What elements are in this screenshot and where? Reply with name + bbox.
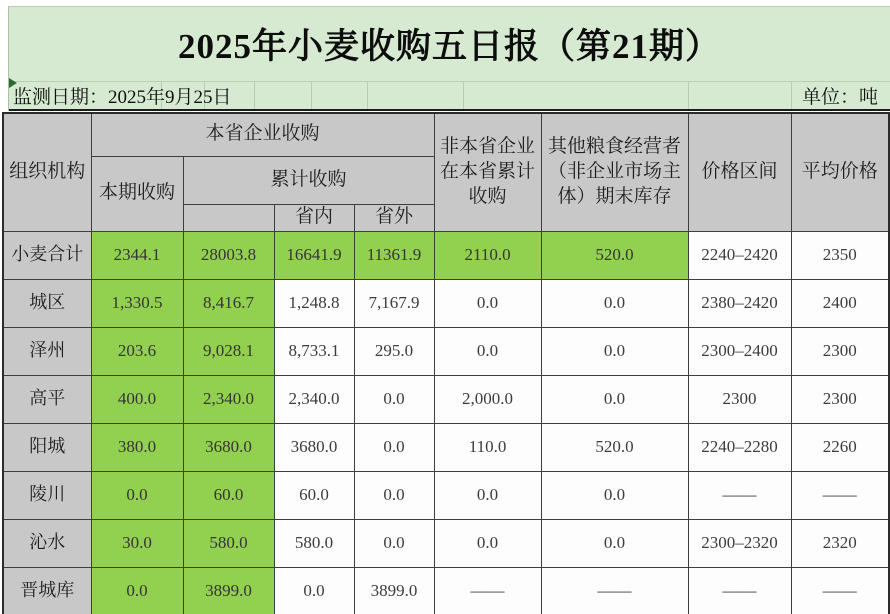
- cell-price-range: 2300–2400: [688, 327, 791, 375]
- cell-out-province: 0.0: [354, 375, 434, 423]
- cell-in-province: 60.0: [274, 471, 354, 519]
- gridline: [791, 82, 792, 109]
- header-avg-price: 平均价格: [791, 113, 889, 231]
- cell-avg-price: 2350: [791, 231, 889, 279]
- table-row: [3, 327, 889, 375]
- row-label: 晋城库: [3, 567, 91, 614]
- cell-avg-price: 2320: [791, 519, 889, 567]
- cell-non-province-purchase: 2110.0: [434, 231, 541, 279]
- row-label: 阳城: [3, 423, 91, 471]
- cell-cumulative-purchase: 3680.0: [183, 423, 274, 471]
- cell-other-operator-stock: 0.0: [541, 327, 688, 375]
- cumulative-void-cell: [183, 204, 274, 231]
- gridline: [311, 82, 312, 109]
- cell-other-operator-stock: 0.0: [541, 471, 688, 519]
- gridline: [367, 82, 368, 109]
- cell-price-range: 2240–2280: [688, 423, 791, 471]
- cell-price-range: 2240–2420: [688, 231, 791, 279]
- cell-current-purchase: 2344.1: [91, 231, 183, 279]
- header-province-group: 本省企业收购: [91, 113, 434, 156]
- cell-out-province: 0.0: [354, 471, 434, 519]
- cell-other-operator-stock: 0.0: [541, 279, 688, 327]
- gridline: [254, 82, 255, 109]
- cell-in-province: 0.0: [274, 567, 354, 614]
- cell-cumulative-purchase: 580.0: [183, 519, 274, 567]
- header-cumulative: 累计收购: [183, 156, 434, 204]
- cell-price-range: ——: [688, 471, 791, 519]
- cell-in-province: 580.0: [274, 519, 354, 567]
- cell-in-province: 16641.9: [274, 231, 354, 279]
- header-non-province: 非本省企业在本省累计收购: [434, 113, 541, 231]
- cell-other-operator-stock: 520.0: [541, 423, 688, 471]
- header-row-1: [3, 113, 889, 156]
- cell-non-province-purchase: 0.0: [434, 327, 541, 375]
- header-org: 组织机构: [3, 113, 91, 231]
- cell-cumulative-purchase: 60.0: [183, 471, 274, 519]
- cell-current-purchase: 380.0: [91, 423, 183, 471]
- cell-non-province-purchase: 0.0: [434, 519, 541, 567]
- cell-other-operator-stock: 0.0: [541, 519, 688, 567]
- cell-cumulative-purchase: 8,416.7: [183, 279, 274, 327]
- cell-other-operator-stock: ——: [541, 567, 688, 614]
- row-label: 沁水: [3, 519, 91, 567]
- report-header-area: [8, 6, 890, 111]
- table-row: [3, 231, 889, 279]
- table-row: [3, 567, 889, 614]
- cell-out-province: 0.0: [354, 423, 434, 471]
- table-row: [3, 279, 889, 327]
- cell-out-province: 295.0: [354, 327, 434, 375]
- unit-label: 单位：吨: [801, 87, 878, 108]
- cell-price-range: ——: [688, 567, 791, 614]
- cell-in-province: 3680.0: [274, 423, 354, 471]
- header-other-operators: 其他粮食经营者（非企业市场主体）期末库存: [541, 113, 688, 231]
- header-current: 本期收购: [91, 156, 183, 231]
- table-body: [3, 231, 889, 614]
- cell-non-province-purchase: 0.0: [434, 279, 541, 327]
- cell-non-province-purchase: 110.0: [434, 423, 541, 471]
- cell-avg-price: ——: [791, 471, 889, 519]
- cell-price-range: 2300: [688, 375, 791, 423]
- cell-out-province: 11361.9: [354, 231, 434, 279]
- row-label: 泽州: [3, 327, 91, 375]
- cell-out-province: 0.0: [354, 519, 434, 567]
- cell-avg-price: 2260: [791, 423, 889, 471]
- cell-current-purchase: 0.0: [91, 471, 183, 519]
- purchase-table: [2, 112, 890, 614]
- header-in-province: 省内: [274, 204, 354, 231]
- cell-non-province-purchase: 2,000.0: [434, 375, 541, 423]
- cell-current-purchase: 1,330.5: [91, 279, 183, 327]
- header-price-range: 价格区间: [688, 113, 791, 231]
- cell-avg-price: 2400: [791, 279, 889, 327]
- table-row: [3, 519, 889, 567]
- cell-price-range: 2300–2320: [688, 519, 791, 567]
- cell-in-province: 2,340.0: [274, 375, 354, 423]
- gridline: [688, 82, 689, 109]
- cell-cumulative-purchase: 2,340.0: [183, 375, 274, 423]
- cell-out-province: 3899.0: [354, 567, 434, 614]
- title-block: [9, 7, 890, 82]
- cell-non-province-purchase: ——: [434, 567, 541, 614]
- subtitle-band: [9, 82, 890, 111]
- cell-cumulative-purchase: 9,028.1: [183, 327, 274, 375]
- cell-cumulative-purchase: 3899.0: [183, 567, 274, 614]
- cell-non-province-purchase: 0.0: [434, 471, 541, 519]
- cell-price-range: 2380–2420: [688, 279, 791, 327]
- header-out-province: 省外: [354, 204, 434, 231]
- table-row: [3, 375, 889, 423]
- cell-out-province: 7,167.9: [354, 279, 434, 327]
- cell-avg-price: ——: [791, 567, 889, 614]
- cell-current-purchase: 30.0: [91, 519, 183, 567]
- cell-avg-price: 2300: [791, 327, 889, 375]
- cell-avg-price: 2300: [791, 375, 889, 423]
- cell-other-operator-stock: 0.0: [541, 375, 688, 423]
- cell-cumulative-purchase: 28003.8: [183, 231, 274, 279]
- cell-in-province: 8,733.1: [274, 327, 354, 375]
- row-label: 陵川: [3, 471, 91, 519]
- monitor-date-label: 监测日期：2025年9月25日: [13, 87, 232, 108]
- gridline: [463, 82, 464, 109]
- row-label: 高平: [3, 375, 91, 423]
- cell-other-operator-stock: 520.0: [541, 231, 688, 279]
- row-label: 小麦合计: [3, 231, 91, 279]
- table-row: [3, 423, 889, 471]
- cell-current-purchase: 203.6: [91, 327, 183, 375]
- row-label: 城区: [3, 279, 91, 327]
- cell-current-purchase: 0.0: [91, 567, 183, 614]
- report-title: 2025年小麦收购五日报（第21期）: [177, 27, 721, 66]
- cell-current-purchase: 400.0: [91, 375, 183, 423]
- cell-in-province: 1,248.8: [274, 279, 354, 327]
- table-row: [3, 471, 889, 519]
